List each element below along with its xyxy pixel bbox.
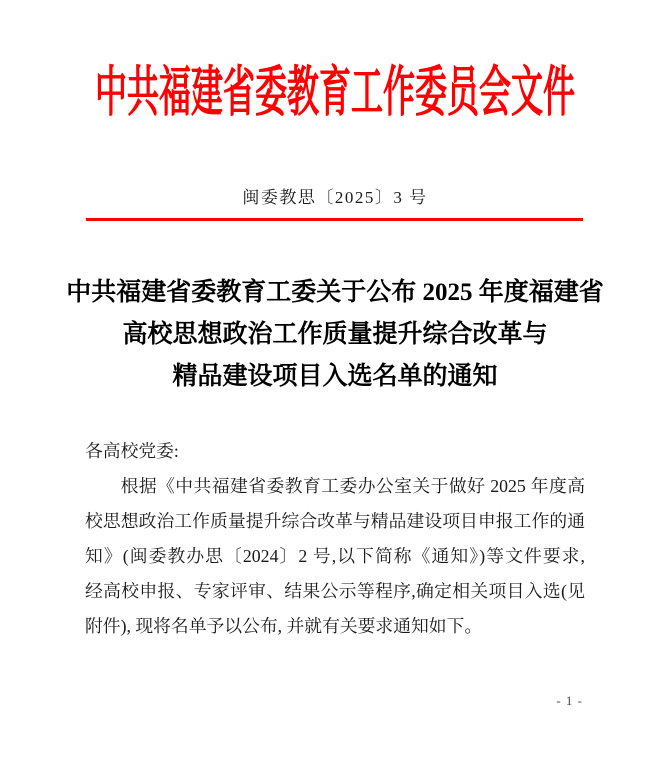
paragraph-line-5: 附件), 现将名单予以公布, 并就有关要求通知如下。 [85,616,483,636]
document-title-line-2: 高校思想政治工作质量提升综合改革与 [122,321,548,348]
paragraph-line-2: 校思想政治工作质量提升综合改革与精品建设项目申报工作的通 [85,511,585,531]
paragraph-line-3: 知》(闽委教办思〔2024〕2 号,以下简称《通知》)等文件要求, [85,546,585,566]
document-reference-number: 闽委教思〔2025〕3 号 [242,188,428,207]
salutation-line: 各高校党委: [85,441,179,461]
document-title [0,272,670,398]
page-number: - 1 - [556,693,583,708]
document-title-line-3: 精品建设项目入选名单的通知 [172,363,498,390]
document-body [85,434,585,644]
document-title-line-1: 中共福建省委教育工委关于公布 2025 年度福建省 [66,279,604,306]
red-divider-rule [86,218,583,221]
paragraph-line-1: 根据《中共福建省委教育工委办公室关于做好 2025 年度高 [120,476,585,496]
issuing-authority-masthead: 中共福建省委教育工作委员会文件 [94,61,575,123]
paragraph-line-4: 经高校申报、专家评审、结果公示等程序,确定相关项目入选(见 [85,581,585,601]
